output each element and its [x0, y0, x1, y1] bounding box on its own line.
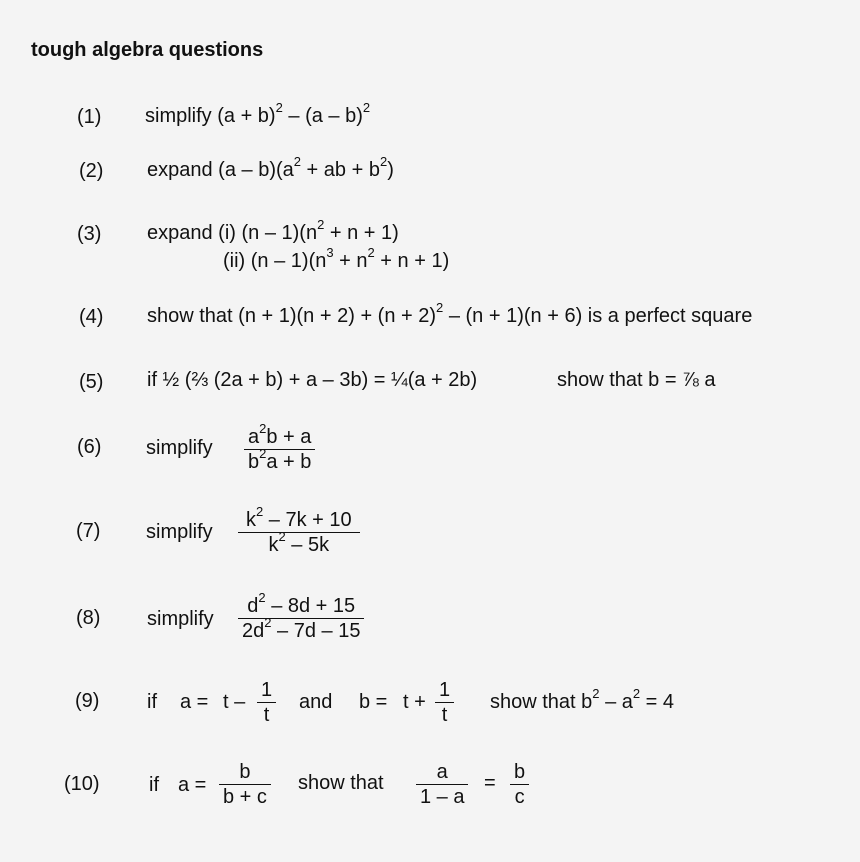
numerator: $k^2 - 7k + 10$	[246, 504, 352, 531]
fraction	[435, 680, 454, 725]
fraction	[238, 590, 364, 642]
fraction	[219, 762, 271, 807]
numerator: a	[436, 761, 448, 783]
text-t-minus: t –	[223, 691, 246, 713]
text-equals: =	[484, 772, 496, 794]
text-if: if	[147, 691, 157, 713]
question-label: simplify	[147, 608, 214, 630]
denominator: b + c	[223, 786, 267, 808]
fraction	[416, 762, 468, 807]
text-show-that: show that	[298, 772, 384, 794]
question-number: (8)	[76, 607, 101, 629]
denominator: $k^2 - 5k$	[268, 529, 330, 556]
text-if: if	[149, 774, 159, 796]
question-number: (6)	[77, 436, 102, 458]
fraction	[238, 504, 360, 556]
denominator: t	[263, 704, 270, 726]
question-text-line-1: expand (i) $(n - 1)(n^2 + n + 1)$	[147, 217, 399, 244]
question-number: (10)	[64, 773, 100, 795]
text-a-equals: a =	[180, 691, 209, 713]
question-label: simplify	[146, 521, 213, 543]
question-text: if ½ (⅔ (2a + b) + a – 3b) = ¼(a + 2b)	[147, 369, 478, 391]
question-text-line-2: (ii) $(n - 1)(n^3 + n^2 + n + 1)$	[223, 245, 450, 272]
question-text: expand $(a - b)(a^2$ + ab + $b^2$)	[147, 154, 394, 181]
numerator: b	[514, 761, 526, 783]
text-t-plus: t +	[403, 691, 426, 713]
question-number: (3)	[77, 223, 102, 245]
page-title: tough algebra questions	[31, 39, 264, 61]
question-text-show: show that $b^2 - a^2 = 4$	[490, 686, 675, 713]
denominator: $b^2a + b$	[248, 446, 312, 473]
question-number: (5)	[79, 371, 104, 393]
question-text: simplify $(a + b)^2 - (a - b)^2$	[145, 100, 371, 127]
question-text: show that $(n + 1)(n + 2) + (n + 2)^2 - (n + 1)(n + 6)$ is a perfect square	[147, 300, 753, 327]
question-number: (1)	[77, 106, 102, 128]
numerator: $d^2 - 8d + 15$	[247, 590, 356, 617]
numerator: b	[239, 761, 251, 783]
numerator: 1	[261, 679, 273, 701]
text-a-equals: a =	[178, 774, 207, 796]
question-number: (4)	[79, 306, 104, 328]
question-number: (7)	[76, 520, 101, 542]
denominator: $2d^2 - 7d - 15$	[242, 615, 361, 642]
fraction	[257, 680, 276, 725]
question-text-show: show that b = ⅞ a	[557, 369, 716, 391]
question-number: (2)	[79, 160, 104, 182]
denominator: t	[441, 704, 448, 726]
text-and: and	[299, 691, 333, 713]
numerator: 1	[439, 679, 451, 701]
fraction	[510, 762, 529, 807]
denominator: c	[514, 786, 525, 808]
question-number: (9)	[75, 690, 100, 712]
numerator: $a^2b + a$	[248, 421, 312, 448]
fraction	[244, 421, 315, 473]
denominator: 1 – a	[420, 786, 465, 808]
question-label: simplify	[146, 437, 213, 459]
text-b-equals: b =	[359, 691, 388, 713]
